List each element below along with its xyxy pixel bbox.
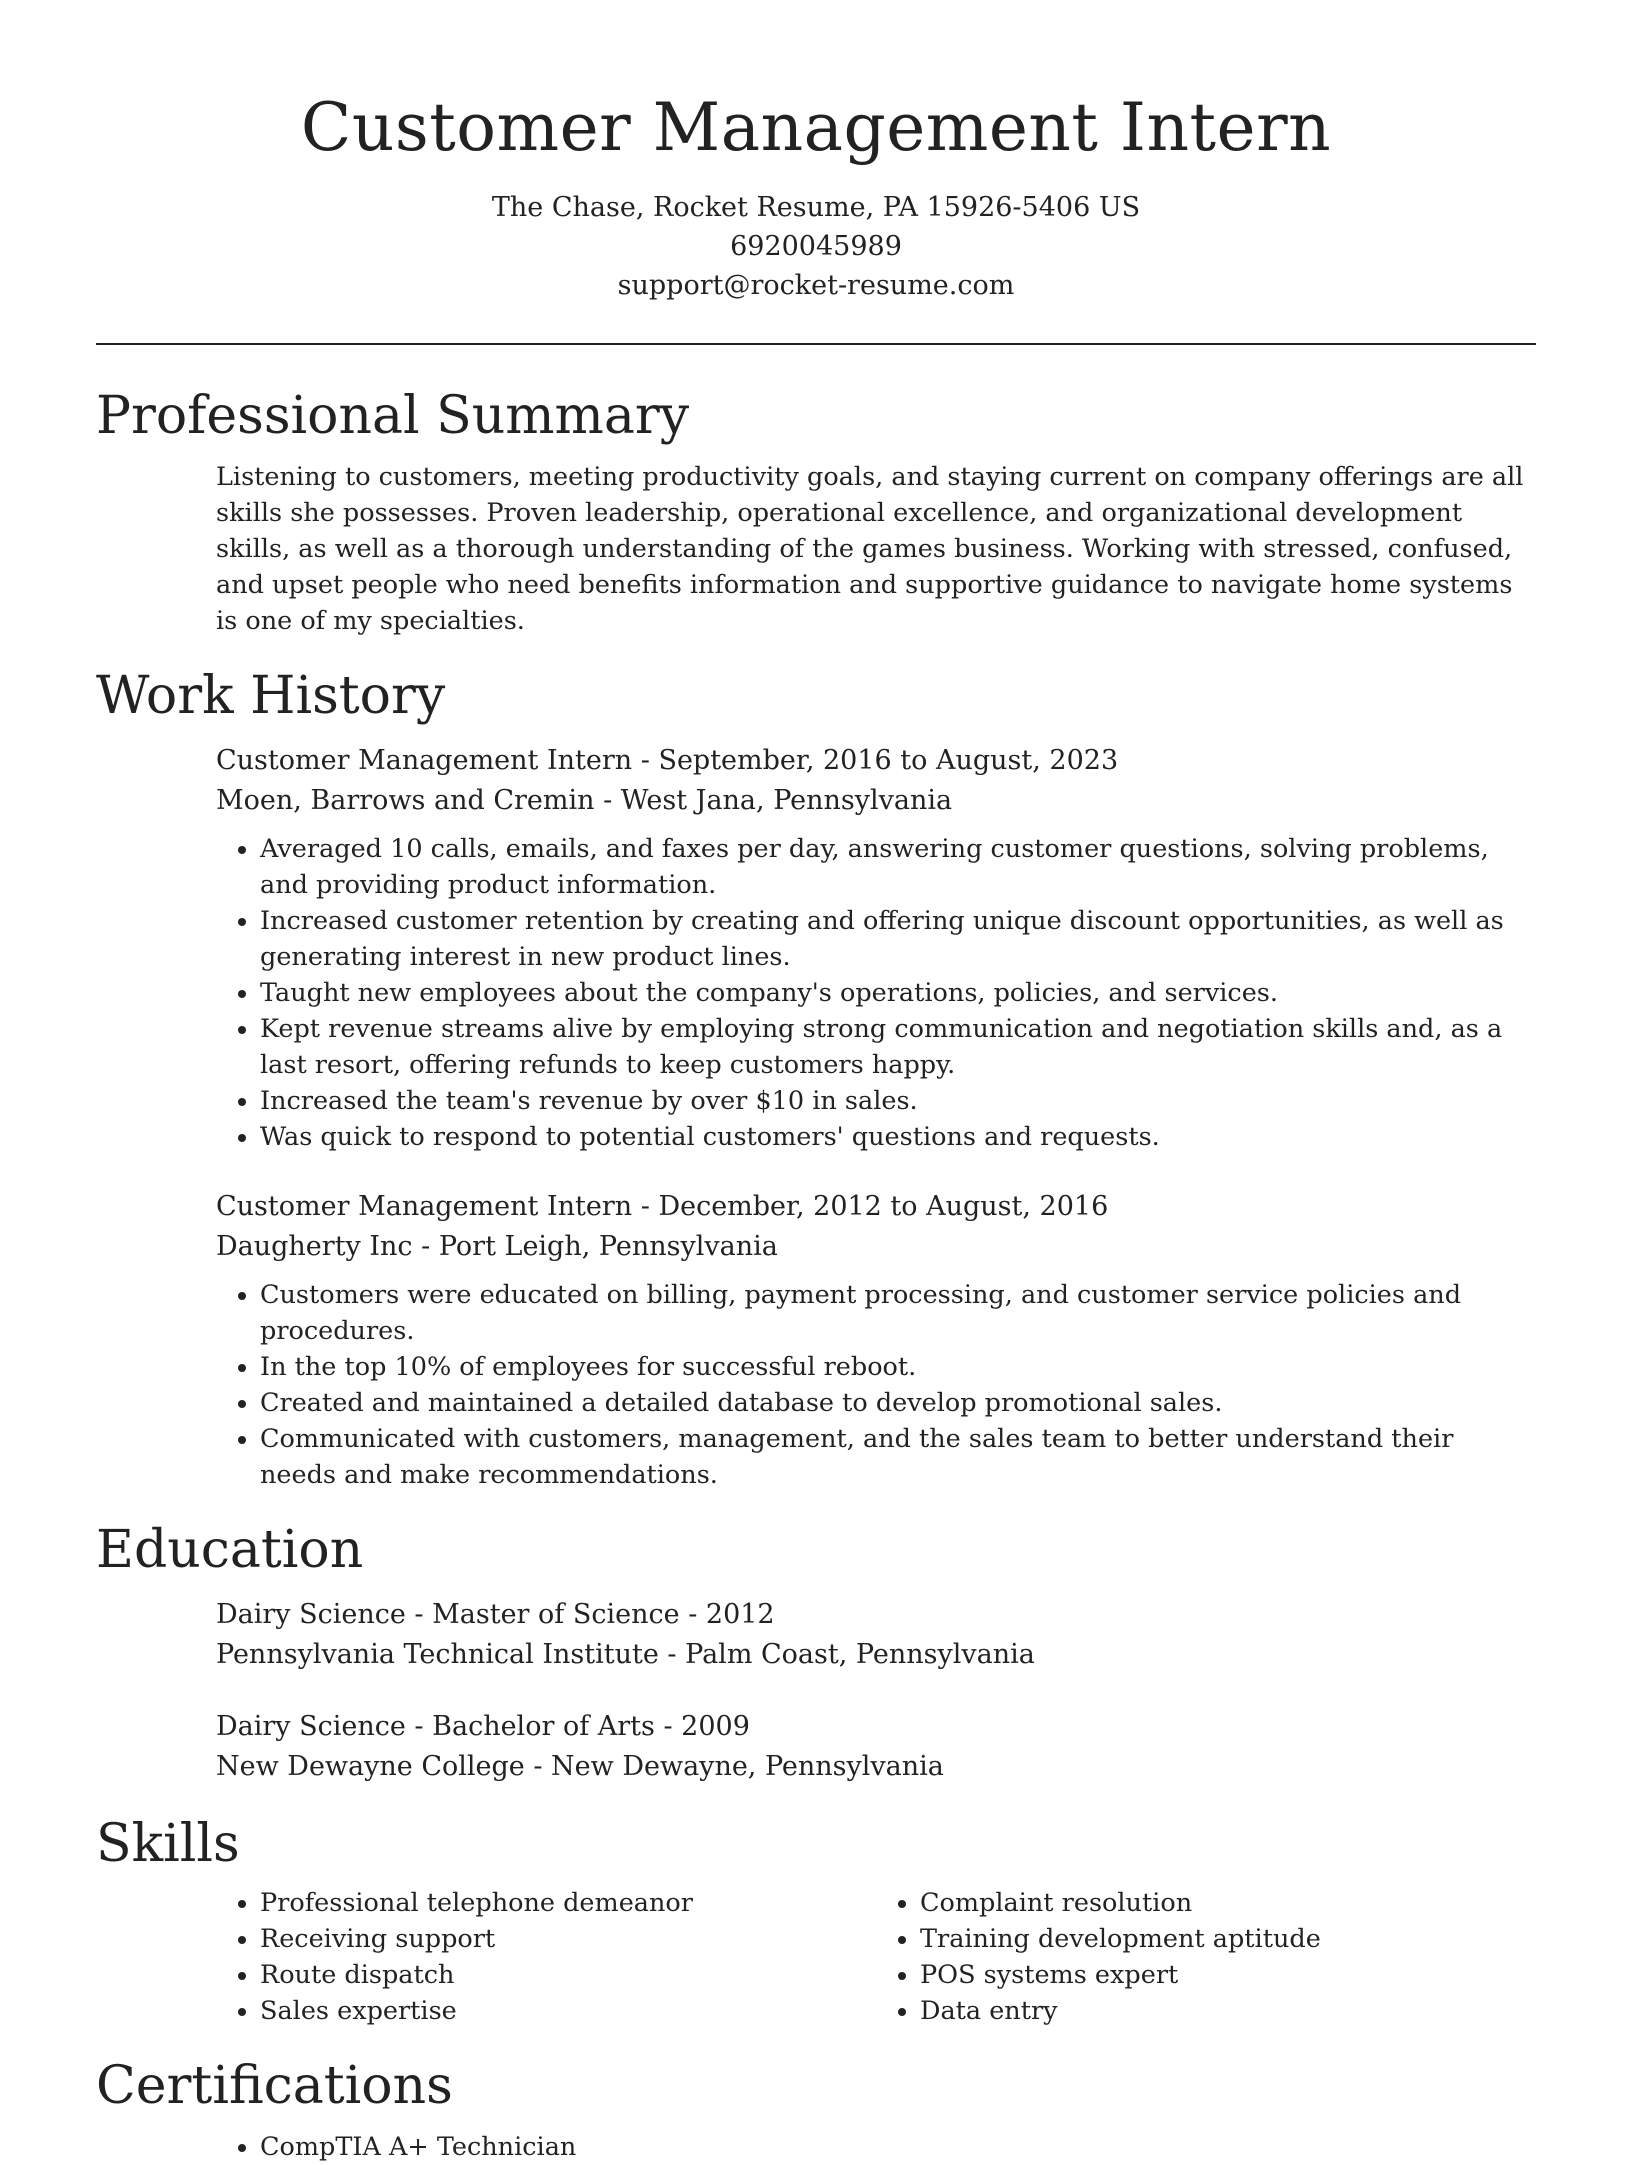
skills-grid	[216, 1885, 1536, 2029]
job-dates: - December, 2012 to August, 2016	[632, 1191, 1109, 1222]
contact-email: support@rocket-resume.com	[617, 270, 1015, 301]
job-bullet: • Averaged 10 calls, emails, and faxes per day, answering customer questions, solving problems, and providing product information.	[260, 831, 1536, 903]
education-entry	[216, 1707, 1536, 1787]
job-company: Daugherty Inc	[216, 1231, 413, 1262]
job-bullet: • Kept revenue streams alive by employing strong communication and negotiation skills and, as a last resort, offering refunds to keep customers happy.	[260, 1011, 1536, 1083]
job-company-line	[216, 781, 1536, 821]
contact-info	[96, 188, 1536, 305]
job-bullet: • Customers were educated on billing, payment processing, and customer service policies and procedures.	[260, 1277, 1536, 1349]
summary-text: Listening to customers, meeting productivity goals, and staying current on company offerings are all skills she possesses. Proven leadership, operational excellence, and organizational development skills, as well as a thorough understanding of the games business. Working with stressed, confused, and upset people who need benefits information and supportive guidance to navigate home systems is one of my specialties.	[216, 462, 1524, 636]
summary-heading: Professional Summary	[96, 386, 690, 446]
resume-header	[96, 0, 1536, 305]
job-role: Customer Management Intern	[216, 745, 633, 776]
education-year: - 2012	[679, 1599, 775, 1630]
job-location: - Port Leigh, Pennsylvania	[412, 1231, 778, 1262]
skills-heading: Skills	[96, 1814, 240, 1874]
education-year: - 2009	[654, 1711, 750, 1742]
skill-item: • Training development aptitude	[920, 1921, 1536, 1957]
job-bullet: • Increased the team's revenue by over $10 in sales.	[260, 1083, 1536, 1119]
education-degree: Dairy Science - Master of Science	[216, 1599, 680, 1630]
job-bullets	[216, 1277, 1536, 1493]
job-bullet: • Taught new employees about the company's operations, policies, and services.	[260, 975, 1536, 1011]
contact-address: The Chase, Rocket Resume, PA 15926-5406 US	[491, 192, 1141, 223]
skills-list-right	[876, 1885, 1536, 2029]
skill-item: • Professional telephone demeanor	[260, 1885, 876, 1921]
work-history-heading: Work History	[96, 666, 446, 726]
skill-item: • Receiving support	[260, 1921, 876, 1957]
education-degree: Dairy Science - Bachelor of Arts	[216, 1711, 655, 1742]
job-company: Moen, Barrows and Cremin	[216, 785, 595, 816]
education-entry	[216, 1595, 1536, 1675]
job-entry	[216, 1187, 1536, 1493]
certifications-section	[216, 2129, 1536, 2165]
candidate-name: Customer Management Intern	[300, 89, 1332, 166]
education-school: New Dewayne College	[216, 1751, 525, 1782]
resume-page	[96, 0, 1536, 2165]
skill-item: • Sales expertise	[260, 1993, 876, 2029]
skill-item: • Complaint resolution	[920, 1885, 1536, 1921]
job-title-line	[216, 1187, 1536, 1227]
skill-item: • Route dispatch	[260, 1957, 876, 1993]
certifications-list	[216, 2129, 1536, 2165]
education-location: - New Dewayne, Pennsylvania	[524, 1751, 944, 1782]
education-degree-line	[216, 1707, 1536, 1747]
job-dates: - September, 2016 to August, 2023	[632, 745, 1119, 776]
contact-phone: 6920045989	[730, 231, 902, 262]
job-company-line	[216, 1227, 1536, 1267]
job-bullet: • Communicated with customers, management, and the sales team to better understand their needs and make recommendations.	[260, 1421, 1536, 1493]
certifications-heading: Certifications	[96, 2056, 453, 2116]
skill-item: • POS systems expert	[920, 1957, 1536, 1993]
job-bullet: • Was quick to respond to potential customers' questions and requests.	[260, 1119, 1536, 1155]
job-location: - West Jana, Pennsylvania	[594, 785, 953, 816]
education-school-line	[216, 1747, 1536, 1787]
job-role: Customer Management Intern	[216, 1191, 633, 1222]
certification-item: • CompTIA A+ Technician	[260, 2129, 1536, 2165]
work-history-section	[216, 741, 1536, 1493]
job-entry	[216, 741, 1536, 1155]
education-section	[216, 1595, 1536, 1787]
job-bullet: • In the top 10% of employees for successful reboot.	[260, 1349, 1536, 1385]
education-heading: Education	[96, 1520, 364, 1580]
education-school-line	[216, 1635, 1536, 1675]
header-divider	[96, 343, 1536, 345]
job-bullet: • Created and maintained a detailed database to develop promotional sales.	[260, 1385, 1536, 1421]
education-degree-line	[216, 1595, 1536, 1635]
education-school: Pennsylvania Technical Institute	[216, 1639, 659, 1670]
skills-list-left	[216, 1885, 876, 2029]
job-bullets	[216, 831, 1536, 1155]
skill-item: • Data entry	[920, 1993, 1536, 2029]
job-bullet: • Increased customer retention by creating and offering unique discount opportunities, as well as generating interest in new product lines.	[260, 903, 1536, 975]
job-title-line	[216, 741, 1536, 781]
education-location: - Palm Coast, Pennsylvania	[658, 1639, 1035, 1670]
